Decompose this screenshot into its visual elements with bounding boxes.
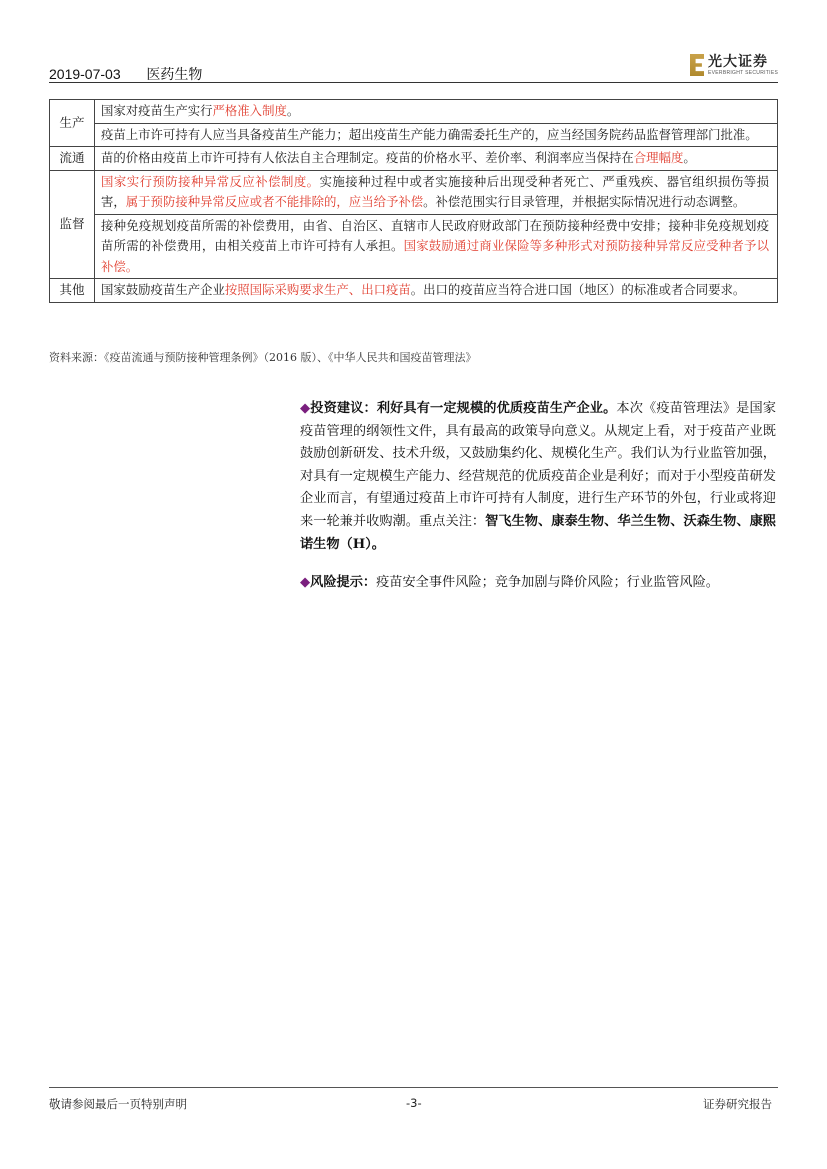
highlighted-text: 国家实行预防接种异常反应补偿制度。	[101, 173, 320, 189]
page-header	[49, 64, 202, 84]
table-source-note: 资料来源：《疫苗流通与预防接种管理条例》（2016 版）、《中华人民共和国疫苗管理法》	[49, 351, 477, 364]
investment-advice-lead: 投资建议：利好具有一定规模的优质疫苗生产企业。	[310, 401, 617, 416]
footer-report-type: 证券研究报告	[703, 1097, 772, 1111]
company-logo	[690, 52, 780, 78]
cell-text: 国家鼓励疫苗生产企业	[101, 282, 225, 297]
table-category-cell: 生产	[50, 100, 95, 147]
table-category-cell: 监督	[50, 170, 95, 279]
diamond-bullet-icon: ◆	[300, 575, 311, 590]
cell-text: 。出口的疫苗应当符合进口国（地区）的标准或者合同要求。	[410, 282, 746, 297]
table-row	[50, 100, 778, 124]
table-content-cell	[95, 279, 778, 303]
table-row	[50, 279, 778, 303]
highlighted-text: 按照国际采购要求生产、出口疫苗	[224, 282, 411, 297]
logo-chinese-name: 光大证券	[708, 53, 768, 70]
highlighted-text: 国家鼓励通过商业保险等多种形式对预防接种异常反应受种者予以补偿。	[101, 238, 770, 274]
table-content-cell	[95, 214, 778, 279]
diamond-bullet-icon: ◆	[300, 401, 311, 416]
table-row	[50, 170, 778, 214]
cell-text: 接种免疫规划疫苗所需的补偿费用，由省、自治区、直辖市人民政府财政部门在预防接种经费中安排；接种非免疫规划疫苗所需的补偿费用，由相关疫苗上市许可持有人承担。	[101, 217, 769, 253]
header-divider	[49, 82, 778, 83]
table-category-cell: 流通	[50, 147, 95, 171]
risk-warning-paragraph	[300, 572, 776, 595]
page-number: -3-	[406, 1096, 422, 1110]
cell-text: 。	[286, 103, 300, 118]
cell-text: 。	[683, 150, 696, 165]
investment-advice-text: 本次《疫苗管理法》是国家疫苗管理的纲领性文件，具有最高的政策导向意义。从规定上看，对于疫苗产业既鼓励创新研发、技术升级，又鼓励集约化、规模化生产。我们认为行业监管加强，对具有一定规模生产能力、经营规范的优质疫苗企业是利好；而对于小型疫苗研发企业而言，有望通过疫苗上市许可持有人制度，进行生产环节的外包，行业或将迎来一轮兼并收购潮。重点关注：	[300, 401, 776, 529]
highlighted-text: 合理幅度	[633, 150, 684, 165]
logo-english-name: EVERBRIGHT SECURITIES	[708, 69, 779, 76]
report-date: 2019-07-03	[49, 66, 121, 82]
cell-text: 国家对疫苗生产实行	[101, 103, 213, 118]
investment-advice-paragraph	[300, 398, 776, 556]
report-sector: 医药生物	[146, 66, 203, 82]
table-row	[50, 123, 778, 147]
logo-e-icon	[690, 54, 704, 76]
footer-divider	[49, 1087, 778, 1088]
risk-warning-lead: 风险提示：	[310, 575, 377, 590]
focus-companies: 智飞生物、康泰生物、华兰生物、沃森生物、康熙诺生物（H）。	[300, 513, 776, 552]
table-content-cell	[95, 147, 778, 171]
cell-text: 苗的价格由疫苗上市许可持有人依法自主合理制定。疫苗的价格水平、差价率、利润率应当保持在	[101, 150, 634, 165]
cell-text: 。补偿范围实行目录管理，并根据实际情况进行动态调整。	[423, 194, 746, 209]
cell-text: 实施接种过程中或者实施接种后出现受种者死亡、严重残疾、器官组织损伤等损害，	[101, 173, 770, 209]
highlighted-text: 严格准入制度	[212, 103, 287, 118]
table-row	[50, 214, 778, 279]
table-content-cell	[95, 170, 778, 214]
footer-disclaimer: 敬请参阅最后一页特别声明	[49, 1097, 187, 1111]
table-content-cell	[95, 123, 778, 147]
risk-warning-text: 疫苗安全事件风险；竞争加剧与降价风险；行业监管风险。	[376, 575, 719, 590]
table-category-cell: 其他	[50, 279, 95, 303]
highlighted-text: 属于预防接种异常反应或者不能排除的，应当给予补偿	[125, 194, 424, 209]
table-content-cell	[95, 100, 778, 124]
cell-text: 疫苗上市许可持有人应当具备疫苗生产能力；超出疫苗生产能力确需委托生产的，应当经国务院药品监督管理部门批准。	[101, 126, 758, 142]
policy-table	[49, 99, 778, 303]
table-row	[50, 147, 778, 171]
